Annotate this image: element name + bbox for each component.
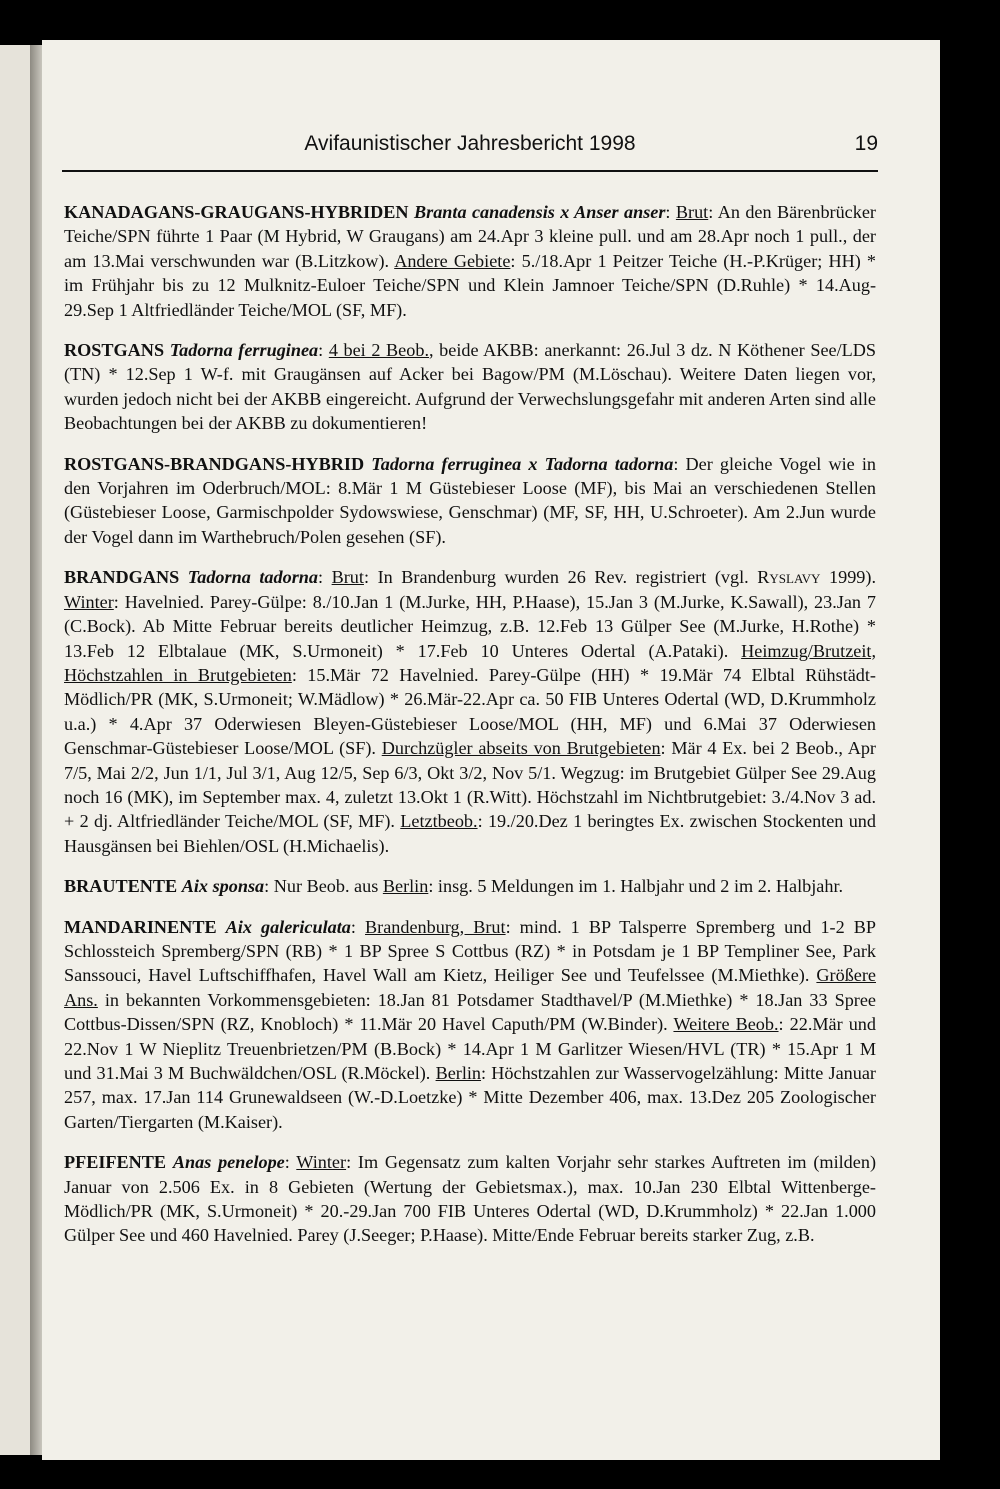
section-label: Durchzügler abseits von Brutgebieten — [381, 738, 661, 759]
entry-text: 1999). — [820, 567, 876, 588]
species-name: PFEIFENTE — [64, 1152, 167, 1173]
section-label: Berlin — [382, 876, 429, 897]
entry-text: : — [318, 340, 329, 361]
section-label: Berlin — [435, 1063, 482, 1083]
entry-text: : 22.Mär und 22.Nov 1 W Nieplitz Treuenbrietzen/PM (B.Bock) * 14.Apr 1 M Garlitzer Wiesen/HVL (TR) * 15.Apr 1 M und 31.Mai 3 M Buchwäldchen/OSL (R.Möckel). — [64, 1014, 876, 1083]
entry-text: : — [317, 567, 332, 588]
section-label: Winter — [64, 591, 114, 612]
scientific-name: Tadorna ferruginea — [169, 340, 319, 361]
entry-text: : — [284, 1152, 297, 1173]
species-name: KANADAGANS-GRAUGANS-HYBRIDEN — [64, 202, 409, 222]
species-name: BRAUTENTE — [64, 876, 178, 897]
species-entry-brandgans — [64, 565, 876, 858]
section-label: Größere Ans. — [64, 965, 876, 1010]
species-name: ROSTGANS — [64, 340, 165, 361]
scientific-name: Tadorna ferruginea x Tadorna tadorna — [371, 453, 674, 474]
section-label: Heimzug/Brutzeit, Höchstzahlen in Brutgebieten — [64, 640, 876, 685]
scientific-name: Branta canadensis x Anser anser — [414, 202, 666, 222]
entry-text: : Havelnied. Parey-Gülpe: 8./10.Jan 1 (M.Jurke, HH, P.Haase), 15.Jan 3 (M.Jurke, K.Sawall), 23.Jan 7 (C.Bock). Ab Mitte Februar bereits deutlicher Heimzug, z.B. 12.Feb 13 Gülper See (M.Jurke, H.Rothe) * 13.Feb 12 Elbtalaue (MK, S.Urmoneit) * 17.Feb 10 Unteres Odertal (A.Pataki). — [64, 591, 876, 661]
entry-text: : 19./20.Dez 1 beringtes Ex. zwischen Stockenten und Hausgänsen bei Biehlen/OSL (H.Michaelis). — [64, 811, 876, 856]
species-name: BRANDGANS — [64, 567, 180, 588]
species-name: MANDARINENTE — [64, 916, 217, 937]
book-gutter — [30, 45, 42, 1455]
entry-text: : 15.Mär 72 Havelnied. Parey-Gülpe (HH) * 19.Mär 74 Elbtal Rühstädt-Mödlich/PR (MK, S.Urmoneit; W.Mädlow) * 26.Mär-22.Apr ca. 50 FIB Unteres Odertal (WD, D.Krummholz u.a.) * 4.Apr 37 Oderwiesen Bleyen-Güstebieser Loose/MOL (HH, MF) und 6.Mai 37 Oderwiesen Genschmar-Güstebieser Loose/MOL (SF). — [64, 664, 876, 759]
page-body — [64, 200, 876, 1264]
species-entry-mandarinente — [64, 915, 876, 1135]
section-label: Andere Gebiete — [394, 250, 511, 271]
citation-author: Ryslavy — [757, 567, 821, 588]
header-title: Avifaunistischer Jahresbericht 1998 — [304, 132, 636, 155]
scientific-name: Aix sponsa — [181, 876, 265, 897]
section-label: Letztbeob. — [400, 811, 478, 832]
species-entry-rostgans-brandgans — [64, 452, 876, 550]
entry-text: : An den Bärenbrücker Teiche/SPN führte 1 Paar (M Hybrid, W Graugans) am 24.Apr 3 kleine pull. und am 28.Apr noch 1 pull., der am 13.Mai verschwunden war (B.Litzkow). — [64, 202, 876, 271]
entry-text: : Im Gegensatz zum kalten Vorjahr sehr starkes Auftreten im (milden) Januar von 2.506 Ex. in 8 Gebieten (Wertung der Gebietsmax.), max. 10.Jan 230 Elbtal Wittenberge-Mödlich/PR (MK, S.Urmoneit) * 20.-29.Jan 700 FIB Unteres Odertal (WD, D.Krummholz) * 22.Jan 1.000 Gülper See und 460 Havelnied. Parey (J.Seeger; P.Haase). Mitte/Ende Februar bereits starker Zug, z.B. — [64, 1152, 876, 1246]
entry-text: : Nur Beob. aus — [264, 876, 383, 897]
entry-text: , beide AKBB: anerkannt: 26.Jul 3 dz. N Köthener See/LDS (TN) * 12.Sep 1 W-f. mit Graugänsen auf Acker bei Bagow/PM (M.Löschau). Weitere Daten liegen vor, wurden jedoch nicht bei der AKBB eingereicht. Aufgrund der Verwechslungsgefahr mit anderen Arten sind alle Beobachtungen bei der AKBB zu dokumentieren! — [64, 340, 877, 434]
entry-text: in bekannten Vorkommensgebieten: 18.Jan 81 Potsdamer Stadthavel/P (M.Miethke) * 18.Jan 33 Spree Cottbus-Dissen/SPN (RZ, Knobloch) * 11.Mär 20 Havel Caputh/PM (W.Binder). — [64, 989, 876, 1035]
running-header — [62, 132, 878, 172]
section-label: Brut — [331, 567, 364, 588]
species-name: ROSTGANS-BRANDGANS-HYBRID — [64, 453, 365, 474]
section-label: Winter — [296, 1152, 347, 1173]
facing-page-edge — [0, 45, 30, 1455]
scientific-name: Aix galericulata — [225, 916, 351, 937]
entry-text: : 5./18.Apr 1 Peitzer Teiche (H.-P.Krüger; HH) * im Frühjahr bis zu 12 Mulknitz-Euloer Teiche/SPN und Klein Jamnoer Teiche/SPN (D.Ruhle) * 14.Aug-29.Sep 1 Altfriedländer Teiche/MOL (SF, MF). — [64, 250, 876, 320]
entry-text: : insg. 5 Meldungen im 1. Halbjahr und 2 im 2. Halbjahr. — [428, 876, 844, 897]
entry-text: : Höchstzahlen zur Wasservogelzählung: Mitte Januar 257, max. 17.Jan 114 Grunewaldseen (W.-D.Loetzke) * Mitte Dezember 406, max. 13.Dez 205 Zoologischer Garten/Tiergarten (M.Kaiser). — [64, 1063, 876, 1132]
scientific-name: Anas penelope — [172, 1152, 285, 1173]
document-page — [42, 40, 940, 1460]
section-label: 4 bei 2 Beob. — [328, 340, 429, 361]
species-entry-rostgans — [64, 338, 876, 436]
scientific-name: Tadorna tadorna — [187, 567, 318, 588]
species-entry-kanadagans-graugans — [64, 200, 876, 322]
entry-text: : mind. 1 BP Talsperre Spremberg und 1-2 BP Schlossteich Spremberg/SPN (RB) * 1 BP Spree S Cottbus (RZ) * in Potsdam je 1 BP Templiner See, Park Sanssouci, Havel Luftschiffhafen, Havel Wall am Kietz, Heiliger See und Teufelssee (M.Miethke). — [64, 916, 876, 986]
entry-text: : Mär 4 Ex. bei 2 Beob., Apr 7/5, Mai 2/2, Jun 1/1, Jul 3/1, Aug 12/5, Sep 6/3, Okt 3/2, Nov 5/1. Wegzug: im Brutgebiet Gülper See 29.Aug noch 16 (MK), im September max. 4, zuletzt 13.Okt 1 (R.Witt). Höchstzahl im Nichtbrutgebiet: 3./4.Nov 3 ad. + 2 dj. Altfriedländer Teiche/MOL (SF, MF). — [64, 738, 876, 832]
species-entry-brautente — [64, 874, 876, 898]
section-label: Brandenburg, Brut — [365, 916, 506, 937]
entry-text: : — [350, 916, 366, 937]
page-number: 19 — [854, 132, 878, 155]
header-rule — [62, 170, 878, 172]
entry-text: : In Brandenburg wurden 26 Rev. registriert (vgl. — [363, 567, 758, 588]
entry-text: : Der gleiche Vogel wie in den Vorjahren im Oderbruch/MOL: 8.Mär 1 M Güstebieser Loose (MF), bis Mai an verschiedenen Stellen (Güstebieser Loose, Garmischpolder Sydowswiese, Genschmar) (MF, SF, HH, U.Schroeter). Am 2.Jun wurde der Vogel dann im Warthebruch/Polen gesehen (SF). — [64, 453, 877, 547]
section-label: Weitere Beob. — [673, 1014, 779, 1035]
entry-text: : — [665, 202, 676, 222]
species-entry-pfeifente — [64, 1150, 876, 1248]
section-label: Brut — [675, 202, 709, 222]
